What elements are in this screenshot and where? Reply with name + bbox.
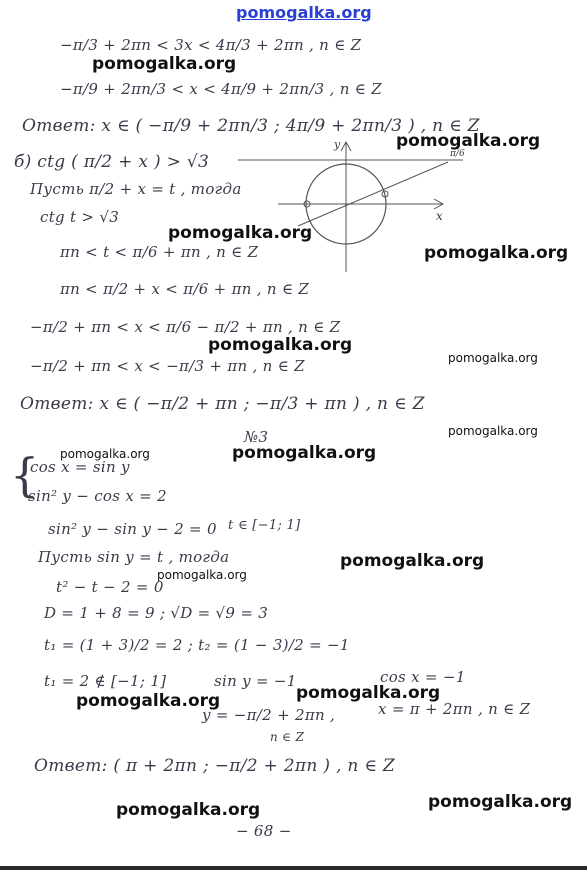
equation-line: D = 1 + 8 = 9 ; √D = √9 = 3 [44,604,269,622]
unit-circle-diagram [238,132,468,282]
inequality-line: −π/3 + 2πn < 3x < 4π/3 + 2πn , n ∈ Z [60,36,362,54]
equation-line: t² − t − 2 = 0 [56,578,164,596]
equation-line: x = π + 2πn , n ∈ Z [378,700,531,718]
watermark: pomogalka.org [232,443,377,463]
equation-line: sin y = −1 [214,672,297,690]
watermark: pomogalka.org [208,335,353,355]
constraint-note: t ∈ [−1; 1] [228,518,301,533]
watermark: pomogalka.org [76,691,221,711]
watermark: pomogalka.org [60,447,150,461]
x-axis-label: x [436,209,443,223]
equation-line: t₁ = 2 ∉ [−1; 1] [44,672,167,690]
equation-line: cos x = −1 [380,668,466,686]
system-brace: { [10,448,40,502]
equation-line: sin² y − sin y − 2 = 0 [48,520,217,538]
substitution-line: Пусть sin y = t , тогда [38,548,230,566]
watermark: pomogalka.org [428,792,573,812]
watermark: pomogalka.org [92,54,237,74]
system-equation: cos x = sin y [30,458,130,476]
watermark: pomogalka.org [157,568,247,582]
watermark: pomogalka.org [396,131,541,151]
watermark: pomogalka.org [116,800,261,820]
problem-b-line: б) ctg ( π/2 + x ) > √3 [14,152,210,172]
answer-line: Ответ: x ∈ ( −π/9 + 2πn/3 ; 4π/9 + 2πn/3 ) , n ∈ Z [22,116,480,136]
watermark: pomogalka.org [424,243,569,263]
y-axis-label: y [334,138,341,151]
inequality-line: −π/9 + 2πn/3 < x < 4π/9 + 2πn/3 , n ∈ Z [60,80,382,98]
watermark: pomogalka.org [340,551,485,571]
inequality-line: πn < π/2 + x < π/6 + πn , n ∈ Z [60,280,310,298]
angle-label: π/6 [450,149,465,159]
watermark-top-link[interactable]: pomogalka.org [236,3,372,22]
watermark: pomogalka.org [448,424,538,438]
watermark: pomogalka.org [296,683,441,703]
angle-line [298,162,448,226]
equation-line: y = −π/2 + 2πn , [202,706,336,724]
inequality-line: ctg t > √3 [40,208,120,226]
answer-line: Ответ: x ∈ ( −π/2 + πn ; −π/3 + πn ) , n ∈ Z [20,394,425,414]
substitution-line: Пусть π/2 + x = t , тогда [30,180,242,198]
page-number: − 68 − [236,822,292,840]
watermark: pomogalka.org [168,223,313,243]
page-edge [0,866,587,870]
inequality-line: −π/2 + πn < x < π/6 − π/2 + πn , n ∈ Z [30,318,341,336]
watermark: pomogalka.org [448,351,538,365]
problem-number: №3 [244,428,269,446]
equation-line: t₁ = (1 + 3)/2 = 2 ; t₂ = (1 − 3)/2 = −1 [44,636,350,654]
inequality-line: −π/2 + πn < x < −π/3 + πn , n ∈ Z [30,357,305,375]
equation-line: n ∈ Z [270,730,305,744]
system-equation: sin² y − cos x = 2 [28,487,167,505]
answer-line: Ответ: ( π + 2πn ; −π/2 + 2πn ) , n ∈ Z [34,756,396,776]
inequality-line: πn < t < π/6 + πn , n ∈ Z [60,243,259,261]
